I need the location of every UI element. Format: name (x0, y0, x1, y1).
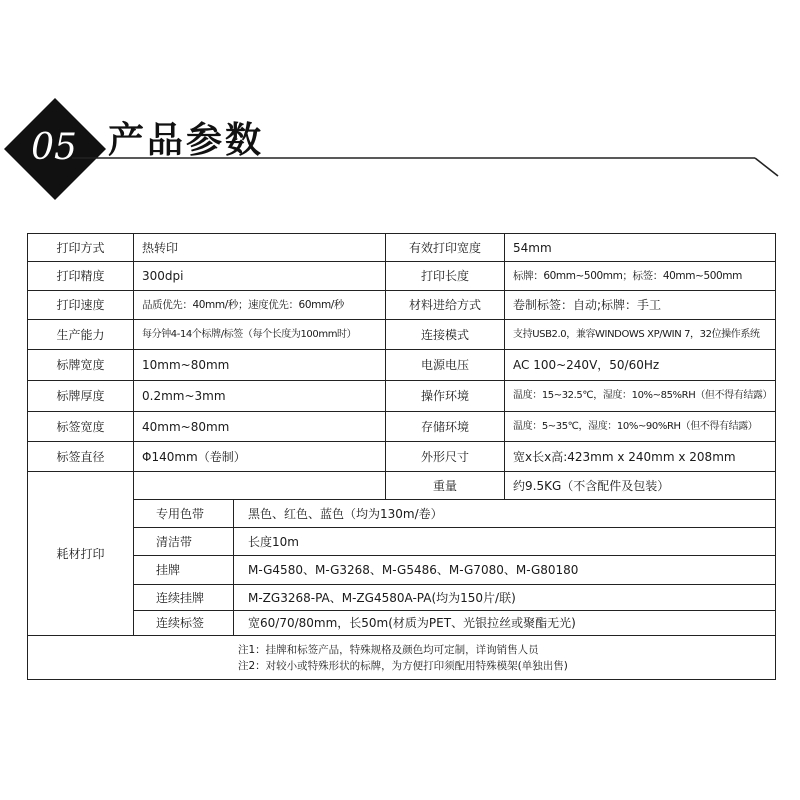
spec-label: 打印精度 (28, 262, 134, 291)
consumable-row (28, 556, 776, 585)
spec-value: 卷制标签：自动;标牌：手工 (505, 291, 776, 320)
consumable-row (28, 611, 776, 636)
spec-row (28, 442, 776, 472)
spec-row (28, 412, 776, 442)
spec-value: AC 100~240V，50/60Hz (505, 350, 776, 381)
spec-label: 打印长度 (386, 262, 505, 291)
consumable-row (28, 585, 776, 611)
spec-value: 40mm~80mm (134, 412, 386, 442)
spec-label: 重量 (386, 472, 505, 500)
spec-value: 温度：15~32.5℃，湿度：10%~85%RH（但不得有结露） (505, 381, 776, 412)
consumable-value: 黑色、红色、蓝色（均为130m/卷） (234, 500, 776, 528)
consumable-label: 连续挂牌 (134, 585, 234, 611)
consumable-value: M-ZG3268-PA、M-ZG4580A-PA(均为150片/联) (234, 585, 776, 611)
spec-label: 标牌宽度 (28, 350, 134, 381)
note-line: 注1：挂牌和标签产品，特殊规格及颜色均可定制，详询销售人员 (238, 643, 539, 656)
spec-label: 操作环境 (386, 381, 505, 412)
spec-label: 存储环境 (386, 412, 505, 442)
spec-value: 0.2mm~3mm (134, 381, 386, 412)
consumables-label: 耗材打印 (28, 472, 134, 636)
spec-label: 打印方式 (28, 234, 134, 262)
spec-value: 标牌：60mm~500mm；标签：40mm~500mm (505, 262, 776, 291)
spec-value: Φ140mm（卷制） (134, 442, 386, 472)
spec-value: 10mm~80mm (134, 350, 386, 381)
page-title: 产品参数 (108, 120, 265, 161)
consumable-label: 挂牌 (134, 556, 234, 585)
spec-value: 温度：5~35℃，湿度：10%~90%RH（但不得有结露） (505, 412, 776, 442)
spec-label: 有效打印宽度 (386, 234, 505, 262)
spec-label: 标牌厚度 (28, 381, 134, 412)
spec-value: 品质优先：40mm/秒；速度优先：60mm/秒 (134, 291, 386, 320)
spec-label: 生产能力 (28, 320, 134, 350)
consumable-value: 长度10m (234, 528, 776, 556)
consumable-label: 连续标签 (134, 611, 234, 636)
spec-row (28, 320, 776, 350)
spec-row (28, 350, 776, 381)
spec-row (28, 262, 776, 291)
consumable-row (28, 528, 776, 556)
blank-cell (134, 472, 386, 500)
section-header (0, 0, 800, 230)
spec-table (27, 233, 776, 680)
spec-label: 材料进给方式 (386, 291, 505, 320)
spec-value: 300dpi (134, 262, 386, 291)
consumable-value: 宽60/70/80mm，长50m(材质为PET、光银拉丝或聚酯无光) (234, 611, 776, 636)
section-number: 05 (31, 127, 77, 168)
spec-value: 54mm (505, 234, 776, 262)
notes-row (28, 636, 776, 680)
spec-label: 连接模式 (386, 320, 505, 350)
spec-label: 电源电压 (386, 350, 505, 381)
weight-row (28, 472, 776, 500)
spec-row (28, 291, 776, 320)
spec-label: 外形尺寸 (386, 442, 505, 472)
spec-label: 标签直径 (28, 442, 134, 472)
notes-cell (28, 636, 776, 680)
title-rule (0, 0, 800, 230)
spec-value: 约9.5KG（不含配件及包装） (505, 472, 776, 500)
note-line: 注2：对较小或特殊形状的标牌，为方便打印须配用特殊模架(单独出售) (238, 659, 568, 672)
spec-label: 标签宽度 (28, 412, 134, 442)
spec-value: 宽x长x高:423mm x 240mm x 208mm (505, 442, 776, 472)
consumable-row (28, 500, 776, 528)
spec-row (28, 381, 776, 412)
consumable-label: 清洁带 (134, 528, 234, 556)
spec-row (28, 234, 776, 262)
consumable-value: M-G4580、M-G3268、M-G5486、M-G7080、M-G80180 (234, 556, 776, 585)
spec-label: 打印速度 (28, 291, 134, 320)
consumable-label: 专用色带 (134, 500, 234, 528)
spec-value: 热转印 (134, 234, 386, 262)
spec-value: 每分钟4-14个标牌/标签（每个长度为100mm时） (134, 320, 386, 350)
spec-value: 支持USB2.0，兼容WINDOWS XP/WIN 7，32位操作系统 (505, 320, 776, 350)
